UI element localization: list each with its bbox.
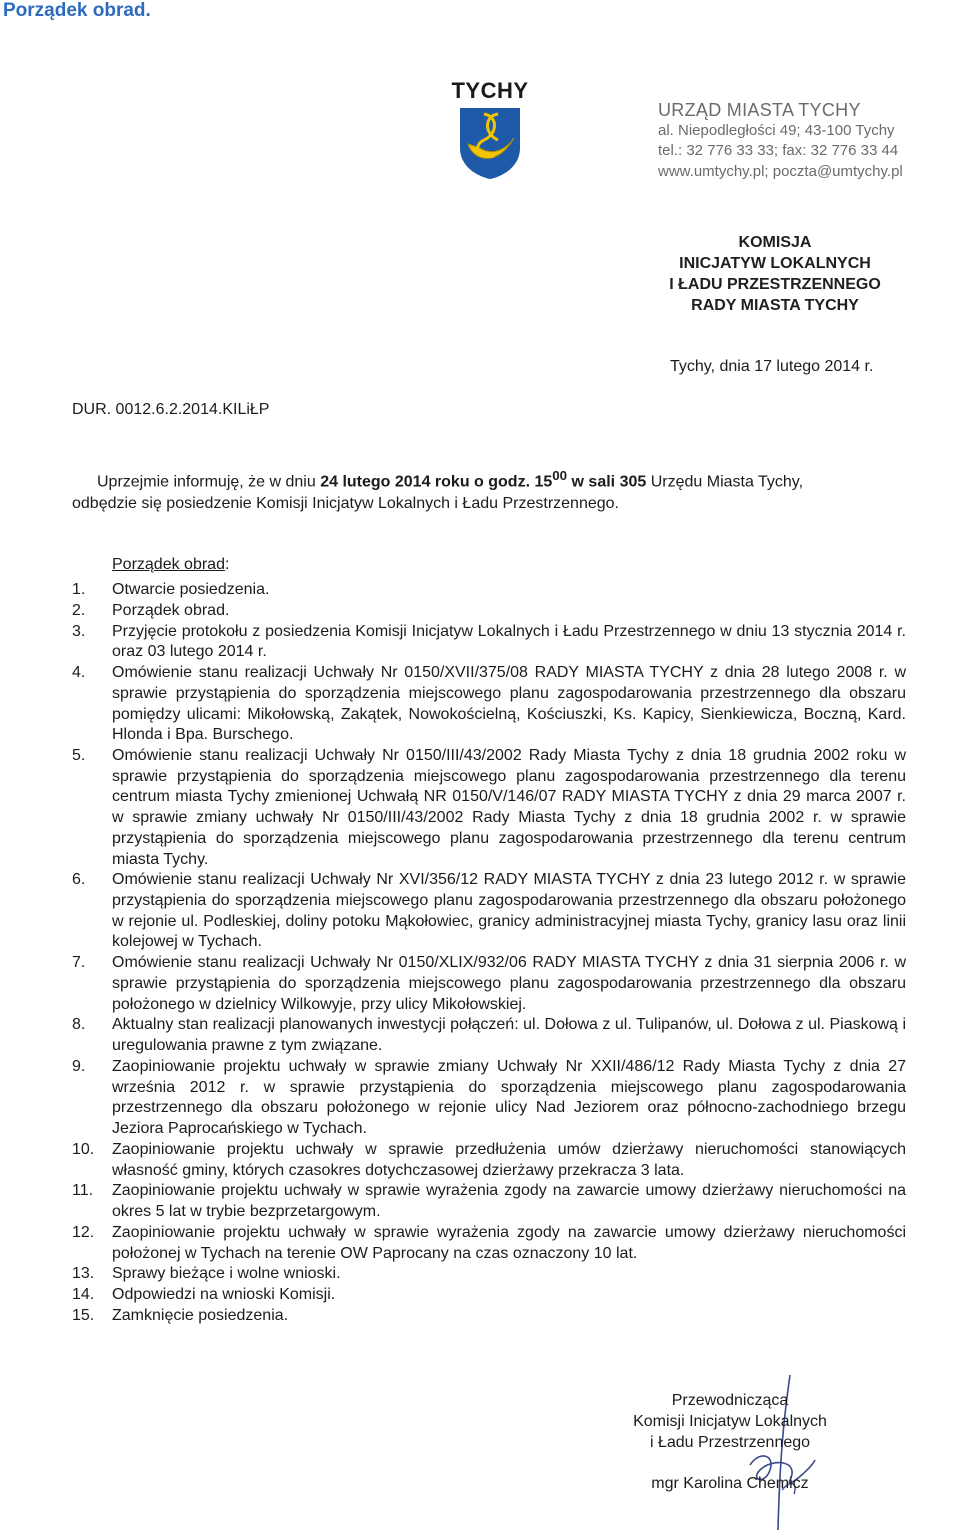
agenda-item-text: Omówienie stanu realizacji Uchwały Nr XVI/356/12 RADY MIASTA TYCHY z dnia 23 lutego 2012 r. w sprawie przystąpienia do sporządzenia miejscowego planu zagospodarowania przestrzennego dla obszaru położonego w rejonie ul. Podleskiej, doliny potoku Mąkołowiec, granicy administracyjnej miasta Tychy, granicy lasu oraz linii kolejowej w Tychach. xyxy=(112,871,906,951)
office-name: URZĄD MIASTA TYCHY xyxy=(658,100,861,120)
agenda-item-number: 5. xyxy=(72,747,86,764)
agenda-item xyxy=(72,622,906,663)
agenda-item-text: Omówienie stanu realizacji Uchwały Nr 0150/XLIX/932/06 RADY MIASTA TYCHY z dnia 31 sierpnia 2006 r. w sprawie przystąpienia do sporządzenia miejscowego planu zagospodarowania przestrzennego dla obszaru położonego w dzielnicy Wilkowyje, przy ulicy Mikołowskiej. xyxy=(112,954,906,1013)
agenda-item xyxy=(72,1264,906,1285)
reference-number: DUR. 0012.6.2.2014.KILiŁP xyxy=(72,401,270,418)
agenda-item xyxy=(72,580,906,601)
meeting-room: w sali 305 xyxy=(567,473,647,491)
agenda-item-text: Sprawy bieżące i wolne wnioski. xyxy=(112,1265,341,1283)
agenda-item-text: Aktualny stan realizacji planowanych inwestycji połączeń: ul. Dołowa z ul. Tulipanów, ul. Dołowa z ul. Piaskową i uregulowania prawne z tym związane. xyxy=(112,1016,906,1055)
agenda-item xyxy=(72,1140,906,1181)
agenda-item xyxy=(72,1306,906,1327)
committee-line: INICJATYW LOKALNYCH xyxy=(679,255,871,272)
agenda-item-number: 6. xyxy=(72,871,86,889)
intro-paragraph xyxy=(72,465,906,515)
agenda-item-number: 4. xyxy=(72,664,86,682)
agenda-item-number: 3. xyxy=(72,622,86,640)
agenda-list xyxy=(72,580,906,1327)
agenda-item-text: Zamknięcie posiedzenia. xyxy=(112,1306,289,1324)
committee-header xyxy=(620,232,930,316)
agenda-item-number: 7. xyxy=(72,954,86,972)
office-phone: tel.: 32 776 33 33; fax: 32 776 33 44 xyxy=(658,142,899,159)
agenda-item-text: Otwarcie posiedzenia. xyxy=(112,581,270,598)
agenda-item xyxy=(72,746,906,870)
agenda-item xyxy=(72,1181,906,1222)
agenda-item xyxy=(72,870,906,953)
office-address: al. Niepodległości 49; 43-100 Tychy xyxy=(658,121,895,139)
agenda-item-number: 1. xyxy=(72,581,86,598)
signature-block xyxy=(610,1390,850,1494)
agenda-item-number: 11. xyxy=(72,1182,94,1200)
agenda-item-number: 10. xyxy=(72,1140,95,1158)
agenda-item-text: Przyjęcie protokołu z posiedzenia Komisji Inicjatyw Lokalnych i Ładu Przestrzennego w dniu 13 stycznia 2014 r. oraz 03 lutego 2014 r. xyxy=(112,622,906,661)
signatory-title: i Ładu Przestrzennego xyxy=(649,1434,811,1451)
meeting-date: 24 lutego 2014 roku o godz. 15 xyxy=(320,473,553,491)
agenda-item xyxy=(72,1015,906,1056)
signatory-name: mgr Karolina Chemicz xyxy=(651,1475,809,1492)
intro-text: odbędzie się posiedzenie Komisji Inicjatyw Lokalnych i Ładu Przestrzennego. xyxy=(72,495,619,513)
intro-text: Uprzejmie informuję, że w dniu xyxy=(97,473,321,491)
agenda-item-text: Zaopiniowanie projektu uchwały w sprawie przedłużenia umów dzierżawy nieruchomości stanowiących własność gminy, których czasokres dotychczasowej dzierżawy przekracza 3 lata. xyxy=(112,1140,906,1179)
agenda-item xyxy=(72,1223,906,1264)
agenda-item-number: 2. xyxy=(72,601,86,619)
intro-text: Urzędu Miasta Tychy, xyxy=(646,473,804,491)
agenda-item xyxy=(72,663,906,746)
agenda-item-number: 13. xyxy=(72,1265,95,1283)
agenda-item xyxy=(72,953,906,1015)
agenda-title: Porządek obrad: xyxy=(112,556,230,573)
committee-line: KOMISJA xyxy=(738,234,812,251)
agenda-item-number: 15. xyxy=(72,1306,95,1324)
agenda-item-text: Zaopiniowanie projektu uchwały w sprawie zmiany Uchwały Nr XXII/486/12 Rady Miasta Tychy z dnia 27 września 2012 r. w sprawie przystąpienia do sporządzenia miejscowego planu zagospodarowania przestrzennego dla obszaru położonego w rejonie ulicy Nad Jeziorem oraz północno-zachodniego brzegu Jeziora Paprocańskiego w Tychach. xyxy=(112,1057,906,1138)
agenda-item-number: 14. xyxy=(72,1286,95,1304)
agenda-item-text: Porządek obrad. xyxy=(112,601,230,619)
page-title: Porządek obrad. xyxy=(3,0,151,21)
signatory-title: Przewodnicząca xyxy=(671,1392,789,1409)
logo-text: TYCHY xyxy=(451,78,529,103)
agenda-item-text: Zaopiniowanie projektu uchwały w sprawie wyrażenia zgody na zawarcie umowy dzierżawy nieruchomości na okres 5 lat w trybie bezprzetargowym. xyxy=(112,1182,906,1221)
signatory-title: Komisji Inicjatyw Lokalnych xyxy=(633,1413,827,1430)
meeting-time-minutes: 00 xyxy=(552,468,568,483)
city-crest-icon xyxy=(454,104,526,180)
agenda-item xyxy=(72,601,906,622)
letter-date: Tychy, dnia 17 lutego 2014 r. xyxy=(670,358,874,375)
committee-line: I ŁADU PRZESTRZENNEGO xyxy=(669,276,881,293)
agenda-item-text: Odpowiedzi na wnioski Komisji. xyxy=(112,1286,336,1304)
agenda-item-number: 8. xyxy=(72,1016,86,1034)
agenda-item-number: 12. xyxy=(72,1223,95,1241)
agenda-item xyxy=(72,1057,906,1140)
agenda-item-text: Omówienie stanu realizacji Uchwały Nr 0150/III/43/2002 Rady Miasta Tychy z dnia 18 grudnia 2002 roku w sprawie przystąpienia do sporządzenia miejscowego planu zagospodarowania przestrzennego dla terenu centrum miasta Tychy zmienionej Uchwałą NR 0150/V/146/07 RADY MIASTA TYCHY z dnia 29 marca 2007 r. w sprawie zmiany uchwały Nr 0150/III/43/2002 Rady Miasta Tychy z dnia 18 grudnia 2002 r. w sprawie przystąpienia do sporządzenia miejscowego planu zagospodarowania przestrzennego dla terenu centrum miasta Tychy. xyxy=(112,747,906,868)
agenda-item xyxy=(72,1285,906,1306)
committee-line: RADY MIASTA TYCHY xyxy=(691,297,859,314)
city-logo xyxy=(450,78,530,182)
agenda-item-number: 9. xyxy=(72,1057,86,1075)
office-web: www.umtychy.pl; poczta@umtychy.pl xyxy=(658,162,903,180)
agenda-item-text: Omówienie stanu realizacji Uchwały Nr 0150/XVII/375/08 RADY MIASTA TYCHY z dnia 28 lutego 2008 r. w sprawie przystąpienia do sporządzenia miejscowego planu zagospodarowania przestrzennego dla obszaru pomiędzy ulicami: Mikołowską, Zakątek, Nowokościelną, Kościuszki, Ks. Kapicy, Sienkiewicza, Boczną, Kard. Hlonda i Bpa. Burschego. xyxy=(112,664,906,744)
agenda-item-text: Zaopiniowanie projektu uchwały w sprawie wyrażenia zgody na zawarcie umowy dzierżawy nieruchomości położonej w Tychach na terenie OW Paprocany na czas oznaczony 10 lat. xyxy=(112,1223,906,1262)
office-address-block xyxy=(658,100,903,182)
